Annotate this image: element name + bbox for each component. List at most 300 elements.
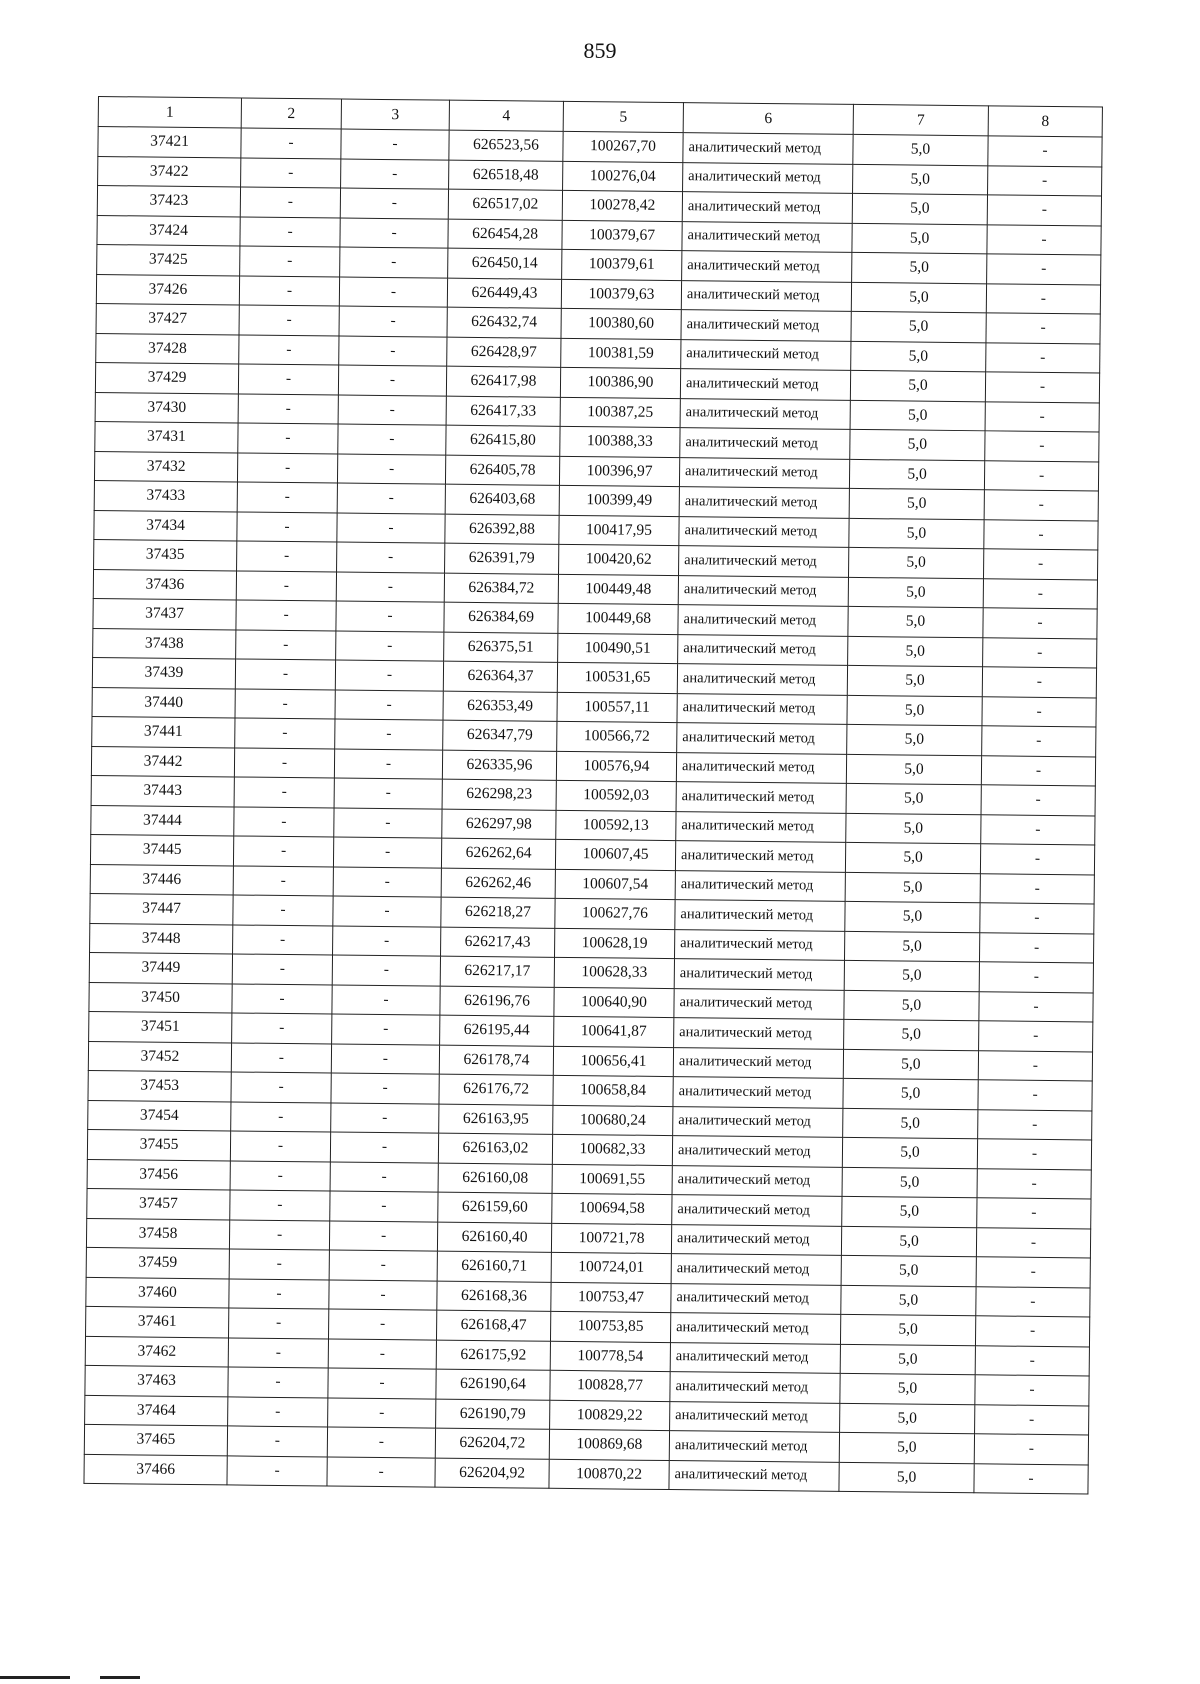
y-coordinate-cell: 100682,33 (552, 1134, 672, 1165)
col2-value-cell: - (233, 895, 333, 926)
col3-value-cell: - (329, 1279, 437, 1310)
col3-value-cell: - (340, 218, 448, 249)
col2-value-cell: - (230, 1160, 330, 1191)
x-coordinate-cell: 626217,17 (440, 956, 554, 987)
col3-value-cell: - (338, 365, 446, 396)
accuracy-cell: 5,0 (842, 1167, 977, 1198)
point-number-cell: 37465 (84, 1424, 227, 1455)
y-coordinate-cell: 100592,03 (556, 780, 676, 811)
y-coordinate-cell: 100680,24 (553, 1105, 673, 1136)
col8-value-cell: - (977, 1139, 1091, 1170)
col3-value-cell: - (329, 1220, 437, 1251)
col2-value-cell: - (238, 423, 338, 454)
method-cell: аналитический метод (682, 221, 852, 252)
page-number: 859 (583, 38, 617, 63)
x-coordinate-cell: 626176,72 (439, 1074, 553, 1105)
point-number-cell: 37453 (88, 1070, 231, 1101)
accuracy-cell: 5,0 (853, 134, 988, 165)
point-number-cell: 37425 (97, 244, 240, 275)
col3-value-cell: - (334, 778, 442, 809)
y-coordinate-cell: 100641,87 (554, 1016, 674, 1047)
point-number-cell: 37435 (94, 539, 237, 570)
accuracy-cell: 5,0 (848, 636, 983, 667)
x-coordinate-cell: 626449,43 (447, 278, 561, 309)
method-cell: аналитический метод (673, 1047, 843, 1078)
accuracy-cell: 5,0 (846, 813, 981, 844)
x-coordinate-cell: 626168,47 (436, 1310, 550, 1341)
y-coordinate-cell: 100566,72 (557, 721, 677, 752)
col8-value-cell: - (979, 962, 1093, 993)
column-header: 7 (853, 104, 988, 135)
accuracy-cell: 5,0 (852, 252, 987, 283)
col8-value-cell: - (976, 1257, 1090, 1288)
col8-value-cell: - (986, 313, 1100, 344)
coordinates-table-wrapper (83, 96, 1102, 1494)
col3-value-cell: - (337, 513, 445, 544)
y-coordinate-cell: 100399,49 (559, 485, 679, 516)
point-number-cell: 37457 (87, 1188, 230, 1219)
col3-value-cell: - (329, 1309, 437, 1340)
col2-value-cell: - (228, 1367, 328, 1398)
accuracy-cell: 5,0 (852, 193, 987, 224)
point-number-cell: 37422 (98, 156, 241, 187)
accuracy-cell: 5,0 (843, 1078, 978, 1109)
accuracy-cell: 5,0 (844, 990, 979, 1021)
col2-value-cell: - (229, 1308, 329, 1339)
column-header: 3 (341, 99, 449, 130)
y-coordinate-cell: 100379,61 (562, 249, 682, 280)
accuracy-cell: 5,0 (841, 1226, 976, 1257)
col8-value-cell: - (976, 1227, 1090, 1258)
y-coordinate-cell: 100656,41 (553, 1046, 673, 1077)
col2-value-cell: - (231, 1101, 331, 1132)
method-cell: аналитический метод (676, 752, 846, 783)
column-header: 1 (98, 97, 241, 128)
accuracy-cell: 5,0 (848, 606, 983, 637)
point-number-cell: 37427 (96, 303, 239, 334)
method-cell: аналитический метод (679, 516, 849, 547)
method-cell: аналитический метод (670, 1372, 840, 1403)
col8-value-cell: - (974, 1434, 1088, 1465)
col2-value-cell: - (234, 777, 334, 808)
y-coordinate-cell: 100870,22 (549, 1459, 669, 1490)
point-number-cell: 37450 (89, 982, 232, 1013)
col3-value-cell: - (337, 454, 445, 485)
point-number-cell: 37463 (85, 1365, 228, 1396)
col8-value-cell: - (987, 195, 1101, 226)
col2-value-cell: - (241, 128, 341, 159)
method-cell: аналитический метод (673, 1106, 843, 1137)
point-number-cell: 37423 (97, 186, 240, 217)
x-coordinate-cell: 626384,69 (444, 602, 558, 633)
method-cell: аналитический метод (681, 339, 851, 370)
x-coordinate-cell: 626353,49 (443, 691, 557, 722)
col8-value-cell: - (982, 726, 1096, 757)
col2-value-cell: - (233, 836, 333, 867)
col2-value-cell: - (228, 1337, 328, 1368)
y-coordinate-cell: 100694,58 (552, 1193, 672, 1224)
col3-value-cell: - (336, 601, 444, 632)
method-cell: аналитический метод (678, 634, 848, 665)
y-coordinate-cell: 100276,04 (563, 161, 683, 192)
col8-value-cell: - (987, 254, 1101, 285)
x-coordinate-cell: 626160,71 (437, 1251, 551, 1282)
col3-value-cell: - (330, 1132, 438, 1163)
point-number-cell: 37444 (91, 805, 234, 836)
y-coordinate-cell: 100607,45 (555, 839, 675, 870)
col3-value-cell: - (328, 1368, 436, 1399)
point-number-cell: 37431 (95, 421, 238, 452)
point-number-cell: 37448 (90, 923, 233, 954)
accuracy-cell: 5,0 (840, 1314, 975, 1345)
point-number-cell: 37449 (89, 952, 232, 983)
col3-value-cell: - (333, 896, 441, 927)
point-number-cell: 37445 (90, 834, 233, 865)
col2-value-cell: - (231, 1042, 331, 1073)
point-number-cell: 37441 (92, 716, 235, 747)
method-cell: аналитический метод (669, 1431, 839, 1462)
y-coordinate-cell: 100379,67 (562, 220, 682, 251)
col3-value-cell: - (332, 1014, 440, 1045)
col3-value-cell: - (335, 660, 443, 691)
col8-value-cell: - (986, 283, 1100, 314)
x-coordinate-cell: 626523,56 (449, 130, 563, 161)
y-coordinate-cell: 100753,47 (551, 1282, 671, 1313)
x-coordinate-cell: 626160,40 (437, 1222, 551, 1253)
method-cell: аналитический метод (677, 693, 847, 724)
method-cell: аналитический метод (671, 1254, 841, 1285)
accuracy-cell: 5,0 (844, 931, 979, 962)
x-coordinate-cell: 626347,79 (443, 720, 557, 751)
x-coordinate-cell: 626432,74 (447, 307, 561, 338)
method-cell: аналитический метод (674, 1018, 844, 1049)
col3-value-cell: - (338, 424, 446, 455)
x-coordinate-cell: 626417,33 (446, 396, 560, 427)
col2-value-cell: - (227, 1455, 327, 1486)
x-coordinate-cell: 626190,64 (436, 1369, 550, 1400)
y-coordinate-cell: 100449,48 (558, 574, 678, 605)
accuracy-cell: 5,0 (849, 518, 984, 549)
method-cell: аналитический метод (670, 1342, 840, 1373)
col8-value-cell: - (980, 873, 1094, 904)
col3-value-cell: - (327, 1456, 435, 1487)
col8-value-cell: - (981, 814, 1095, 845)
point-number-cell: 37442 (91, 746, 234, 777)
coordinates-table (83, 96, 1102, 1494)
accuracy-cell: 5,0 (847, 724, 982, 755)
point-number-cell: 37440 (92, 687, 235, 718)
y-coordinate-cell: 100627,76 (555, 898, 675, 929)
x-coordinate-cell: 626298,23 (442, 779, 556, 810)
col2-value-cell: - (232, 954, 332, 985)
accuracy-cell: 5,0 (850, 400, 985, 431)
x-coordinate-cell: 626190,79 (436, 1399, 550, 1430)
col2-value-cell: - (238, 364, 338, 395)
method-cell: аналитический метод (672, 1136, 842, 1167)
col2-value-cell: - (230, 1190, 330, 1221)
point-number-cell: 37455 (87, 1129, 230, 1160)
accuracy-cell: 5,0 (844, 1019, 979, 1050)
method-cell: аналитический метод (681, 280, 851, 311)
accuracy-cell: 5,0 (853, 164, 988, 195)
method-cell: аналитический метод (681, 310, 851, 341)
method-cell: аналитический метод (674, 929, 844, 960)
accuracy-cell: 5,0 (846, 783, 981, 814)
table-body (84, 127, 1102, 1494)
col2-value-cell: - (232, 1013, 332, 1044)
col2-value-cell: - (240, 246, 340, 277)
accuracy-cell: 5,0 (843, 1108, 978, 1139)
col8-value-cell: - (983, 549, 1097, 580)
x-coordinate-cell: 626417,98 (446, 366, 560, 397)
col2-value-cell: - (227, 1426, 327, 1457)
method-cell: аналитический метод (680, 398, 850, 429)
col8-value-cell: - (983, 578, 1097, 609)
y-coordinate-cell: 100490,51 (558, 633, 678, 664)
accuracy-cell: 5,0 (846, 754, 981, 785)
col8-value-cell: - (984, 460, 1098, 491)
x-coordinate-cell: 626159,60 (438, 1192, 552, 1223)
method-cell: аналитический метод (677, 664, 847, 695)
col3-value-cell: - (341, 159, 449, 190)
method-cell: аналитический метод (676, 782, 846, 813)
method-cell: аналитический метод (680, 369, 850, 400)
column-header: 8 (988, 106, 1102, 137)
point-number-cell: 37456 (87, 1159, 230, 1190)
col3-value-cell: - (331, 1073, 439, 1104)
col2-value-cell: - (236, 629, 336, 660)
point-number-cell: 37437 (93, 598, 236, 629)
point-number-cell: 37429 (95, 362, 238, 393)
col3-value-cell: - (336, 631, 444, 662)
x-coordinate-cell: 626204,92 (435, 1458, 549, 1489)
col2-value-cell: - (237, 452, 337, 483)
col8-value-cell: - (979, 991, 1093, 1022)
col8-value-cell: - (975, 1404, 1089, 1435)
col8-value-cell: - (975, 1345, 1089, 1376)
accuracy-cell: 5,0 (847, 695, 982, 726)
accuracy-cell: 5,0 (841, 1285, 976, 1316)
col3-value-cell: - (328, 1397, 436, 1428)
method-cell: аналитический метод (679, 487, 849, 518)
accuracy-cell: 5,0 (845, 901, 980, 932)
method-cell: аналитический метод (675, 841, 845, 872)
col8-value-cell: - (980, 903, 1094, 934)
col3-value-cell: - (339, 336, 447, 367)
x-coordinate-cell: 626195,44 (440, 1015, 554, 1046)
col3-value-cell: - (340, 247, 448, 278)
col2-value-cell: - (233, 865, 333, 896)
col3-value-cell: - (331, 1043, 439, 1074)
col2-value-cell: - (240, 187, 340, 218)
method-cell: аналитический метод (670, 1313, 840, 1344)
col2-value-cell: - (228, 1396, 328, 1427)
y-coordinate-cell: 100387,25 (560, 397, 680, 428)
col3-value-cell: - (337, 542, 445, 573)
col2-value-cell: - (241, 157, 341, 188)
col8-value-cell: - (983, 637, 1097, 668)
scan-edge-mark (0, 1676, 70, 1679)
col3-value-cell: - (330, 1191, 438, 1222)
column-header: 5 (563, 101, 683, 132)
column-header: 6 (683, 103, 853, 135)
point-number-cell: 37428 (96, 333, 239, 364)
col8-value-cell: - (988, 165, 1102, 196)
col3-value-cell: - (333, 867, 441, 898)
method-cell: аналитический метод (682, 251, 852, 282)
accuracy-cell: 5,0 (847, 665, 982, 696)
y-coordinate-cell: 100628,33 (554, 957, 674, 988)
col3-value-cell: - (329, 1250, 437, 1281)
col8-value-cell: - (981, 785, 1095, 816)
x-coordinate-cell: 626428,97 (447, 337, 561, 368)
method-cell: аналитический метод (673, 1077, 843, 1108)
point-number-cell: 37451 (89, 1011, 232, 1042)
point-number-cell: 37432 (94, 451, 237, 482)
col2-value-cell: - (234, 747, 334, 778)
accuracy-cell: 5,0 (851, 341, 986, 372)
x-coordinate-cell: 626335,96 (442, 750, 556, 781)
method-cell: аналитический метод (682, 192, 852, 223)
point-number-cell: 37439 (92, 657, 235, 688)
x-coordinate-cell: 626403,68 (445, 484, 559, 515)
col2-value-cell: - (232, 983, 332, 1014)
method-cell: аналитический метод (675, 870, 845, 901)
method-cell: аналитический метод (674, 988, 844, 1019)
col3-value-cell: - (333, 926, 441, 957)
col3-value-cell: - (327, 1427, 435, 1458)
point-number-cell: 37433 (94, 480, 237, 511)
col2-value-cell: - (234, 806, 334, 837)
scan-edge-mark (100, 1676, 140, 1679)
point-number-cell: 37424 (97, 215, 240, 246)
col2-value-cell: - (240, 216, 340, 247)
col8-value-cell: - (975, 1375, 1089, 1406)
y-coordinate-cell: 100869,68 (549, 1429, 669, 1460)
col3-value-cell: - (334, 808, 442, 839)
y-coordinate-cell: 100721,78 (551, 1223, 671, 1254)
point-number-cell: 37452 (88, 1041, 231, 1072)
col2-value-cell: - (235, 688, 335, 719)
method-cell: аналитический метод (676, 811, 846, 842)
method-cell: аналитический метод (678, 605, 848, 636)
x-coordinate-cell: 626204,72 (435, 1428, 549, 1459)
x-coordinate-cell: 626405,78 (445, 455, 559, 486)
x-coordinate-cell: 626415,80 (446, 425, 560, 456)
col8-value-cell: - (987, 224, 1101, 255)
accuracy-cell: 5,0 (840, 1344, 975, 1375)
y-coordinate-cell: 100388,33 (560, 426, 680, 457)
col8-value-cell: - (977, 1198, 1091, 1229)
x-coordinate-cell: 626375,51 (444, 632, 558, 663)
point-number-cell: 37430 (95, 392, 238, 423)
x-coordinate-cell: 626163,95 (439, 1104, 553, 1135)
accuracy-cell: 5,0 (841, 1255, 976, 1286)
y-coordinate-cell: 100449,68 (558, 603, 678, 634)
x-coordinate-cell: 626175,92 (436, 1340, 550, 1371)
col2-value-cell: - (229, 1249, 329, 1280)
col3-value-cell: - (335, 690, 443, 721)
y-coordinate-cell: 100607,54 (555, 869, 675, 900)
y-coordinate-cell: 100379,63 (561, 279, 681, 310)
accuracy-cell: 5,0 (840, 1403, 975, 1434)
accuracy-cell: 5,0 (849, 547, 984, 578)
point-number-cell: 37421 (98, 127, 241, 158)
method-cell: аналитический метод (679, 457, 849, 488)
y-coordinate-cell: 100753,85 (550, 1311, 670, 1342)
point-number-cell: 37426 (96, 274, 239, 305)
col3-value-cell: - (334, 749, 442, 780)
x-coordinate-cell: 626160,08 (438, 1163, 552, 1194)
col8-value-cell: - (984, 490, 1098, 521)
y-coordinate-cell: 100691,55 (552, 1164, 672, 1195)
col2-value-cell: - (236, 570, 336, 601)
col2-value-cell: - (237, 541, 337, 572)
col3-value-cell: - (333, 837, 441, 868)
method-cell: аналитический метод (678, 575, 848, 606)
x-coordinate-cell: 626384,72 (444, 573, 558, 604)
x-coordinate-cell: 626218,27 (441, 897, 555, 928)
col8-value-cell: - (982, 667, 1096, 698)
accuracy-cell: 5,0 (852, 223, 987, 254)
y-coordinate-cell: 100381,59 (561, 338, 681, 369)
col2-value-cell: - (239, 275, 339, 306)
accuracy-cell: 5,0 (845, 872, 980, 903)
y-coordinate-cell: 100778,54 (550, 1341, 670, 1372)
col2-value-cell: - (233, 924, 333, 955)
accuracy-cell: 5,0 (850, 370, 985, 401)
col2-value-cell: - (231, 1072, 331, 1103)
col8-value-cell: - (978, 1080, 1092, 1111)
accuracy-cell: 5,0 (848, 577, 983, 608)
x-coordinate-cell: 626163,02 (438, 1133, 552, 1164)
accuracy-cell: 5,0 (844, 960, 979, 991)
point-number-cell: 37461 (86, 1306, 229, 1337)
col8-value-cell: - (984, 519, 1098, 550)
point-number-cell: 37459 (86, 1247, 229, 1278)
col3-value-cell: - (337, 483, 445, 514)
y-coordinate-cell: 100628,19 (555, 928, 675, 959)
method-cell: аналитический метод (674, 959, 844, 990)
col8-value-cell: - (979, 1021, 1093, 1052)
x-coordinate-cell: 626217,43 (441, 927, 555, 958)
method-cell: аналитический метод (669, 1460, 839, 1491)
y-coordinate-cell: 100531,65 (557, 662, 677, 693)
point-number-cell: 37460 (86, 1277, 229, 1308)
x-coordinate-cell: 626450,14 (448, 248, 562, 279)
method-cell: аналитический метод (677, 723, 847, 754)
y-coordinate-cell: 100724,01 (551, 1252, 671, 1283)
col8-value-cell: - (985, 431, 1099, 462)
point-number-cell: 37454 (88, 1100, 231, 1131)
point-number-cell: 37447 (90, 893, 233, 924)
method-cell: аналитический метод (679, 546, 849, 577)
x-coordinate-cell: 626168,36 (437, 1281, 551, 1312)
y-coordinate-cell: 100557,11 (557, 692, 677, 723)
col8-value-cell: - (975, 1316, 1089, 1347)
col2-value-cell: - (237, 511, 337, 542)
method-cell: аналитический метод (671, 1224, 841, 1255)
x-coordinate-cell: 626262,46 (441, 868, 555, 899)
col2-value-cell: - (235, 718, 335, 749)
col2-value-cell: - (229, 1278, 329, 1309)
y-coordinate-cell: 100396,97 (559, 456, 679, 487)
accuracy-cell: 5,0 (845, 842, 980, 873)
col8-value-cell: - (985, 372, 1099, 403)
point-number-cell: 37436 (93, 569, 236, 600)
col8-value-cell: - (977, 1168, 1091, 1199)
col8-value-cell: - (979, 932, 1093, 963)
